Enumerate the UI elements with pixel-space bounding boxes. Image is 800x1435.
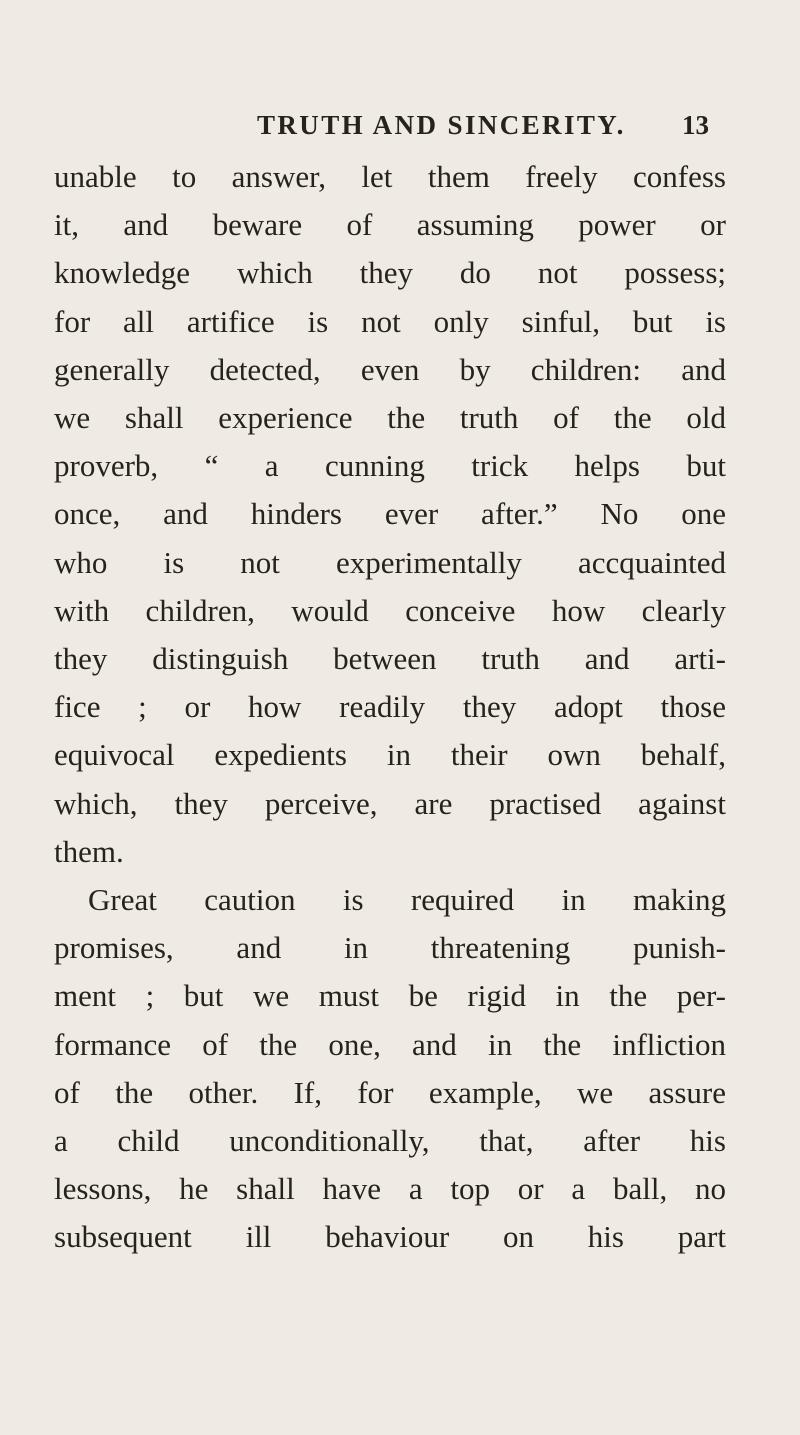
text-line: with children, would conceive how clearly — [54, 592, 726, 628]
text-line: for all artifice is not only sinful, but is — [54, 303, 726, 339]
text-line: them. — [54, 833, 124, 869]
text-line: lessons, he shall have a top or a ball, no — [54, 1171, 726, 1207]
text-line: formance of the one, and in the infliction — [54, 1026, 726, 1062]
text-line: which, they perceive, are practised against — [54, 785, 726, 821]
text-line: subsequent ill behaviour on his part — [54, 1219, 726, 1255]
text-line: generally detected, even by children: and — [54, 351, 726, 387]
text-line: unable to answer, let them freely confess — [54, 159, 726, 194]
page-number: 13 — [682, 110, 709, 140]
text-line: once, and hinders ever after.” No one — [54, 496, 726, 532]
text-line: they distinguish between truth and arti- — [54, 641, 726, 676]
text-line: promises, and in threatening punish- — [54, 930, 726, 966]
running-head — [0, 105, 800, 145]
running-head-title: TRUTH AND SINCERITY. — [257, 110, 626, 140]
text-line: of the other. If, for example, we assure — [54, 1074, 726, 1110]
text-line: ment ; but we must be rigid in the per- — [54, 978, 726, 1014]
text-line: a child unconditionally, that, after his — [54, 1123, 726, 1158]
text-line: fice ; or how readily they adopt those — [54, 689, 726, 725]
text-line: proverb, “ a cunning trick helps but — [54, 448, 726, 484]
text-line: we shall experience the truth of the old — [54, 400, 726, 435]
text-line: who is not experimentally accquainted — [54, 544, 726, 580]
text-line: equivocal expedients in their own behalf, — [54, 737, 726, 773]
text-line: knowledge which they do not possess; — [54, 255, 726, 291]
text-line: it, and beware of assuming power or — [54, 207, 726, 243]
text-line: Great caution is required in making — [88, 882, 726, 917]
